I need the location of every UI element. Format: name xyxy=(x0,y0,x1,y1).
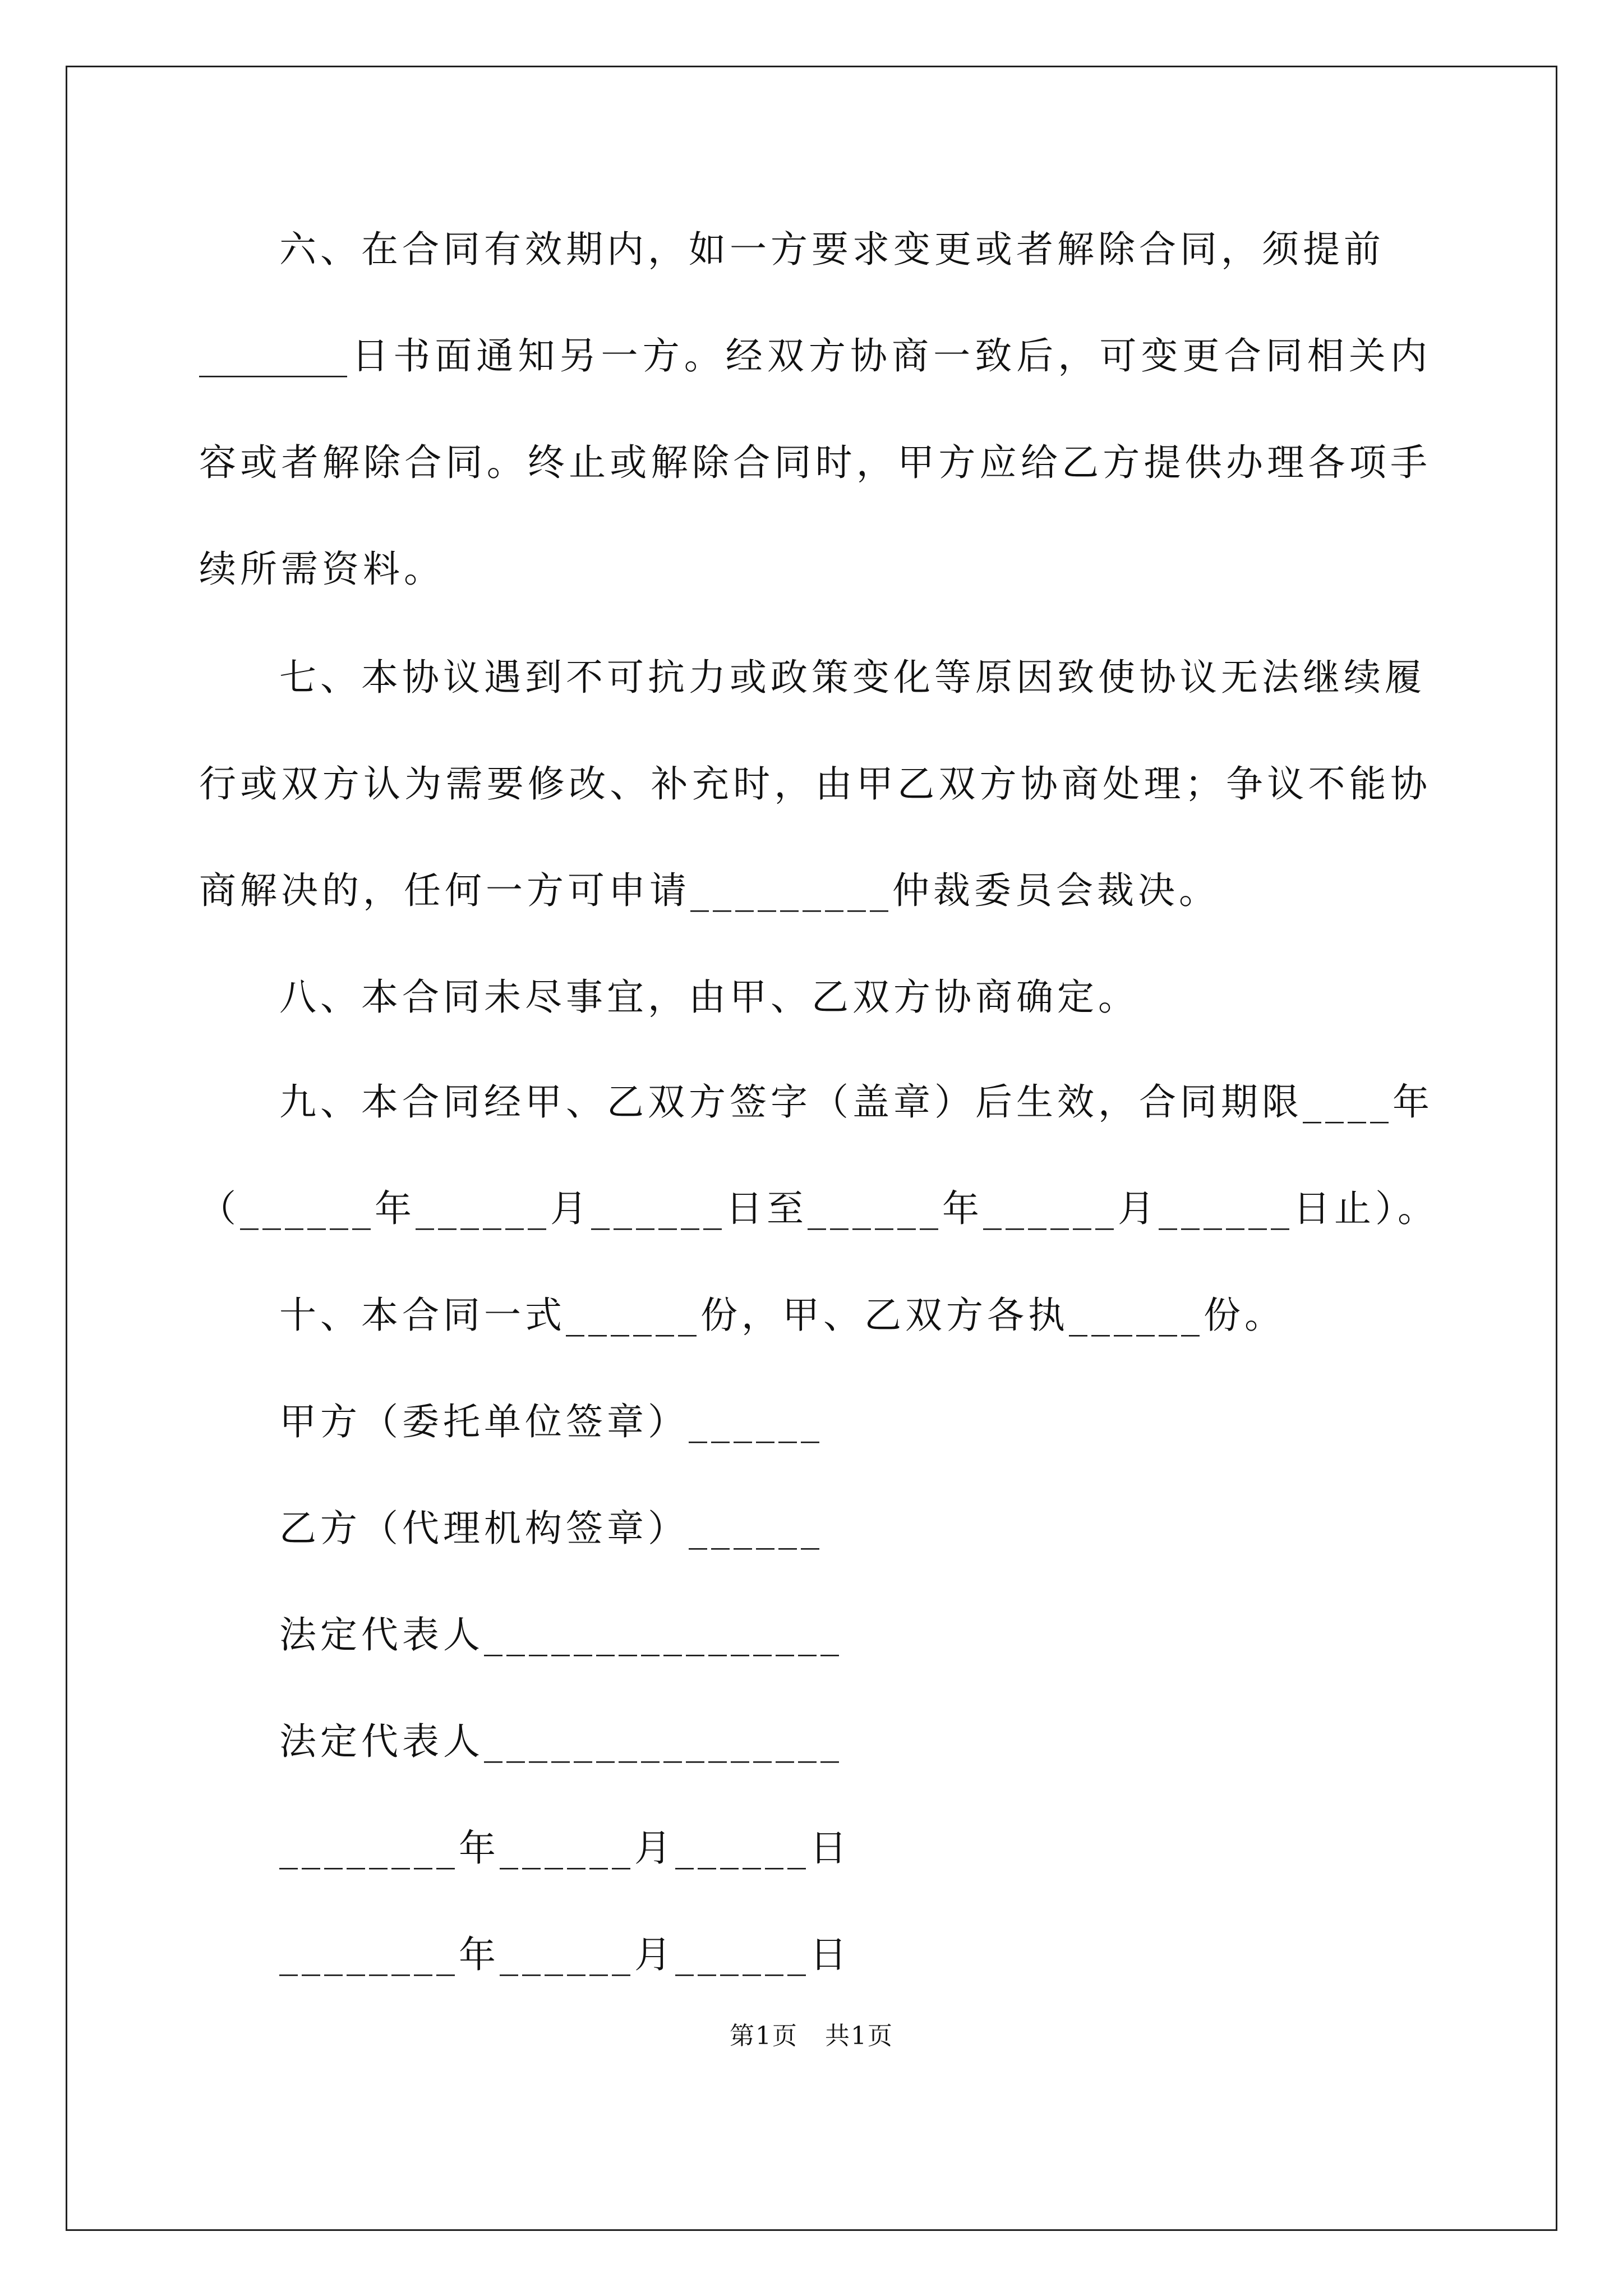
clause-6-line-1: 六、在合同有效期内，如一方要求变更或者解除合同，须提前 xyxy=(279,228,1385,271)
page-border xyxy=(66,66,1557,2231)
date-a: ________年______月______日 xyxy=(279,1826,851,1870)
legal-representative-b: 法定代表人________________ xyxy=(279,1720,843,1763)
date-b: ________年______月______日 xyxy=(279,1933,851,1976)
clause-9-line-1: 九、本合同经甲、乙双方签字（盖章）后生效，合同期限____年 xyxy=(279,1080,1433,1124)
clause-6-line-3: 容或者解除合同。终止或解除合同时，甲方应给乙方提供办理各项手 xyxy=(199,441,1427,484)
clause-6-line-2: ________日书面通知另一方。经双方协商一致后，可变更合同相关内 xyxy=(199,334,1427,378)
clause-7-line-3: 商解决的，任何一方可申请_________仲裁委员会裁决。 xyxy=(199,869,1220,912)
clause-9-line-2: （______年______月______日至______年______月______日止）。 xyxy=(199,1187,1438,1230)
clause-6-line-4: 续所需资料。 xyxy=(199,547,445,591)
page-number-footer: 第1页 共1页 xyxy=(730,2022,893,2050)
party-b-signature: 乙方（代理机构签章）______ xyxy=(279,1507,823,1550)
clause-7-line-2: 行或双方认为需要修改、补充时，由甲乙双方协商处理；争议不能协 xyxy=(199,762,1427,806)
party-a-signature: 甲方（委托单位签章）______ xyxy=(279,1400,823,1443)
clause-7-line-1: 七、本协议遇到不可抗力或政策变化等原因致使协议无法继续履 xyxy=(279,656,1426,699)
clause-8: 八、本合同未尽事宜，由甲、乙双方协商确定。 xyxy=(279,976,1139,1019)
legal-representative-a: 法定代表人________________ xyxy=(279,1613,843,1657)
clause-10: 十、本合同一式______份，甲、乙双方各执______份。 xyxy=(279,1294,1285,1337)
